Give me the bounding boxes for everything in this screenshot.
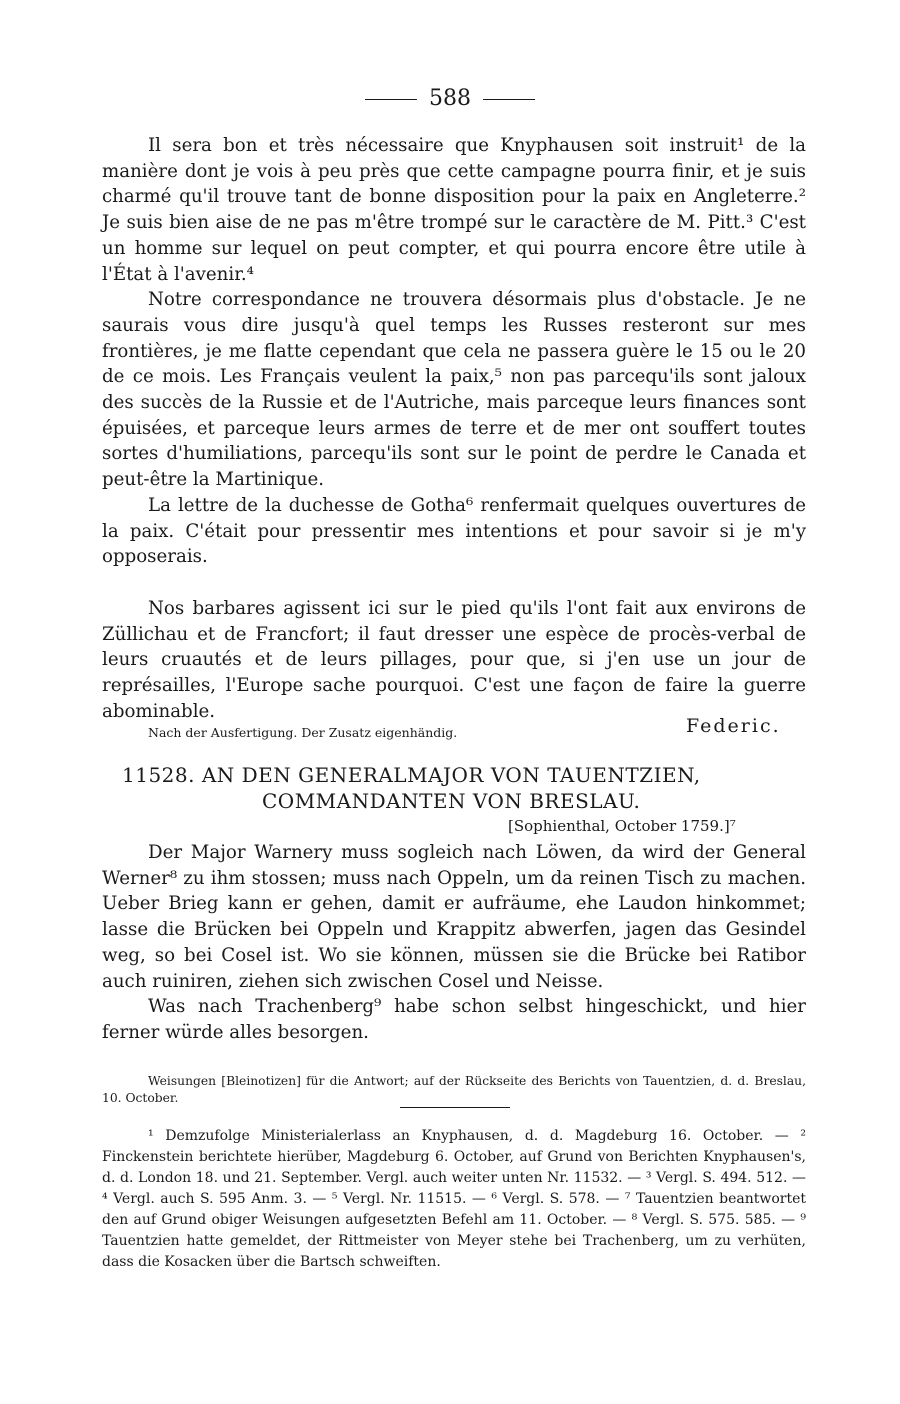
letter-heading-line2: COMMANDANTEN VON BRESLAU. bbox=[262, 789, 641, 813]
letter1-body bbox=[102, 133, 806, 724]
footnotes: ¹ Demzufolge Ministerialerlass an Knyphausen, d. d. Magdeburg 16. October. — ² Finckenstein berichtete hierüber, Magdeburg 6. October, auf Grund von Berichten Knyphausen's, d. d. London 18. und 21. September. Vergl. auch weiter unten Nr. 11532. — ³ Vergl. S. 494. 512. — ⁴ Vergl. auch S. 595 Anm. 3. — ⁵ Vergl. Nr. 11515. — ⁶ Vergl. S. 578. — ⁷ Tauentzien beantwortet den auf Grund obiger Weisungen aufgesetzten Befehl am 11. October. — ⁸ Vergl. S. 575. 585. — ⁹ Tauentzien hatte gemeldet, der Rittmeister von Meyer stehe bei Trachenberg, um zu verhüten, dass die Kosacken über die Bartsch schweiften. bbox=[102, 1128, 806, 1270]
postscript: Nos barbares agissent ici sur le pied qu'ils l'ont fait aux environs de Züllichau et de Francfort; il faut dresser une espèce de procès-verbal de leurs cruautés et de leurs pillages, pour que, si j'en use un jour de représailles, l'Europe sache pourquoi. C'est une façon de faire la guerre abominable. bbox=[102, 597, 806, 722]
dash-left bbox=[365, 99, 417, 100]
spacer bbox=[102, 570, 806, 596]
page-number-text: 588 bbox=[429, 86, 471, 111]
weisungen-note: Weisungen [Bleinotizen] für die Antwort; auf der Rückseite des Berichts von Tauentzien, d. d. Breslau, 10. October. bbox=[102, 1074, 806, 1105]
letter-heading: 11528. AN DEN GENERALMAJOR VON TAUENTZIEN, bbox=[122, 763, 701, 787]
dash-right bbox=[483, 99, 535, 100]
paragraph: La lettre de la duchesse de Gotha⁶ renfermait quelques ouvertures de la paix. C'était pour pressentir mes intentions et pour savoir si je m'y opposerais. bbox=[102, 494, 806, 568]
paragraph: Was nach Trachenberg⁹ habe schon selbst hingeschickt, und hier ferner würde alles besorgen. bbox=[102, 996, 806, 1043]
dateline: [Sophienthal, October 1759.]⁷ bbox=[508, 817, 736, 835]
source-note: Nach der Ausfertigung. Der Zusatz eigenhändig. bbox=[148, 725, 458, 740]
paragraph: Der Major Warnery muss sogleich nach Löwen, da wird der General Werner⁸ zu ihm stossen; muss nach Oppeln, um da reinen Tisch zu machen. Ueber Brieg kann er gehen, damit er aufräume, ehe Laudon hinkommet; lasse die Brücken bei Oppeln und Krappitz abwerfen, jagen das Gesindel weg, so bei Cosel ist. Wo sie können, müssen sie die Brücke bei Ratibor auch ruiniren, ziehen sich zwischen Cosel und Neisse. bbox=[102, 842, 806, 992]
footnote-rule bbox=[400, 1107, 510, 1108]
letter2-body bbox=[102, 840, 806, 1046]
paragraph: Notre correspondance ne trouvera désormais plus d'obstacle. Je ne saurais vous dire jusqu'à quel temps les Russes resteront sur mes frontières, je me flatte cependant que cela ne passera guère le 15 ou le 20 de ce mois. Les Français veulent la paix,⁵ non pas parcequ'ils sont jaloux des succès de la Russie et de l'Autriche, mais parceque leurs finances sont épuisées, et parceque leurs armes de terre et de mer ont souffert toutes sortes d'humiliations, parcequ'ils sont sur le point de perdre le Canada et peut-être la Martinique. bbox=[102, 289, 806, 491]
page-number bbox=[0, 86, 900, 111]
signature: Federic. bbox=[686, 715, 781, 737]
paragraph: Il sera bon et très nécessaire que Knyphausen soit instruit¹ de la manière dont je vois à peu près que cette campagne pourra finir, et je suis charmé qu'il trouve tant de bonne disposition pour la paix en Angleterre.² Je suis bien aise de ne pas m'être trompé sur le caractère de M. Pitt.³ C'est un homme sur lequel on peut compter, et qui pourra encore être utile à l'État à l'avenir.⁴ bbox=[102, 135, 806, 285]
